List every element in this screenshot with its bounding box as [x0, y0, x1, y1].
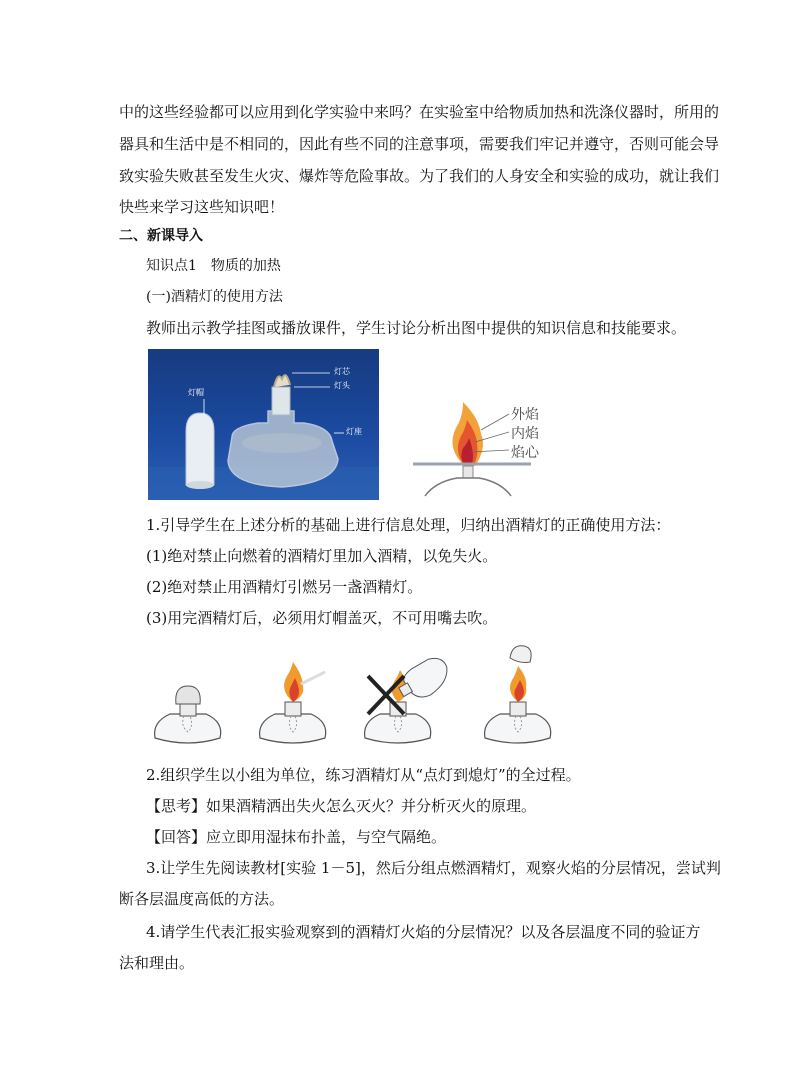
intro-line-3: 致实验失败甚至发生火灾、爆炸等危险事故。为了我们的人身安全和实验的成功，就让我们 — [119, 167, 720, 185]
label-wick: 灯芯 — [334, 367, 350, 376]
label-head: 灯头 — [334, 381, 350, 390]
lamp-lit-cap-off — [485, 646, 551, 743]
rule-2: (2)绝对禁止用酒精灯引燃另一盏酒精灯。 — [146, 578, 423, 596]
step-2: 2.组织学生以小组为单位，练习酒精灯从“点灯到熄灯”的全过程。 — [146, 766, 581, 784]
step-4-line-1: 4.请学生代表汇报实验观察到的酒精灯火焰的分层情况？以及各层温度不同的验证方 — [146, 923, 701, 941]
subheading: (一)酒精灯的使用方法 — [146, 289, 283, 305]
alcohol-lamp-photo — [148, 349, 379, 500]
rule-1: (1)绝对禁止向燃着的酒精灯里加入酒精，以免失火。 — [146, 547, 498, 565]
lamp-capped — [155, 686, 221, 743]
answer-text: 【回答】应立即用湿抹布扑盖，与空气隔绝。 — [146, 828, 447, 846]
intro-line-1: 中的这些经验都可以应用到化学实验中来吗？在实验室中给物质加热和洗涤仪器时，所用的 — [119, 103, 720, 121]
flame-drawing — [405, 386, 565, 498]
lamp-lighting — [260, 662, 326, 743]
intro-line-2: 器具和生活中是不相同的，因此有些不同的注意事项，需要我们牢记并遵守，否则可能会导 — [119, 135, 720, 153]
label-inner-flame: 内焰 — [511, 426, 539, 442]
label-outer-flame: 外焰 — [511, 407, 539, 423]
rule-3: (3)用完酒精灯后，必须用灯帽盖灭，不可用嘴去吹。 — [146, 609, 498, 627]
teacher-line: 教师出示教学挂图或播放课件，学生讨论分析出图中提供的知识信息和技能要求。 — [146, 319, 687, 337]
step-1: 1.引导学生在上述分析的基础上进行信息处理，归纳出酒精灯的正确使用方法： — [146, 516, 671, 534]
flame-layers-diagram — [405, 386, 565, 498]
section-heading: 二、新课导入 — [119, 228, 203, 244]
label-flame-core: 焰心 — [511, 445, 539, 461]
lamp-usage-drawing — [150, 642, 555, 752]
knowledge-point: 知识点1 物质的加热 — [146, 258, 281, 274]
intro-line-4: 快些来学习这些知识吧！ — [119, 198, 285, 216]
lamp-usage-illustrations — [150, 642, 555, 752]
step-3-line-1: 3.让学生先阅读教材[实验 1－5]，然后分组点燃酒精灯，观察火焰的分层情况，尝试判 — [146, 859, 721, 877]
step-4-line-2: 法和理由。 — [119, 954, 195, 972]
label-base: 灯座 — [346, 427, 362, 436]
step-3-line-2: 断各层温度高低的方法。 — [119, 890, 285, 908]
lamp-forbidden-lighting — [365, 653, 455, 743]
think-prompt: 【思考】如果酒精洒出失火怎么灭火？并分析灭火的原理。 — [146, 797, 537, 815]
label-cap: 灯帽 — [188, 388, 204, 397]
